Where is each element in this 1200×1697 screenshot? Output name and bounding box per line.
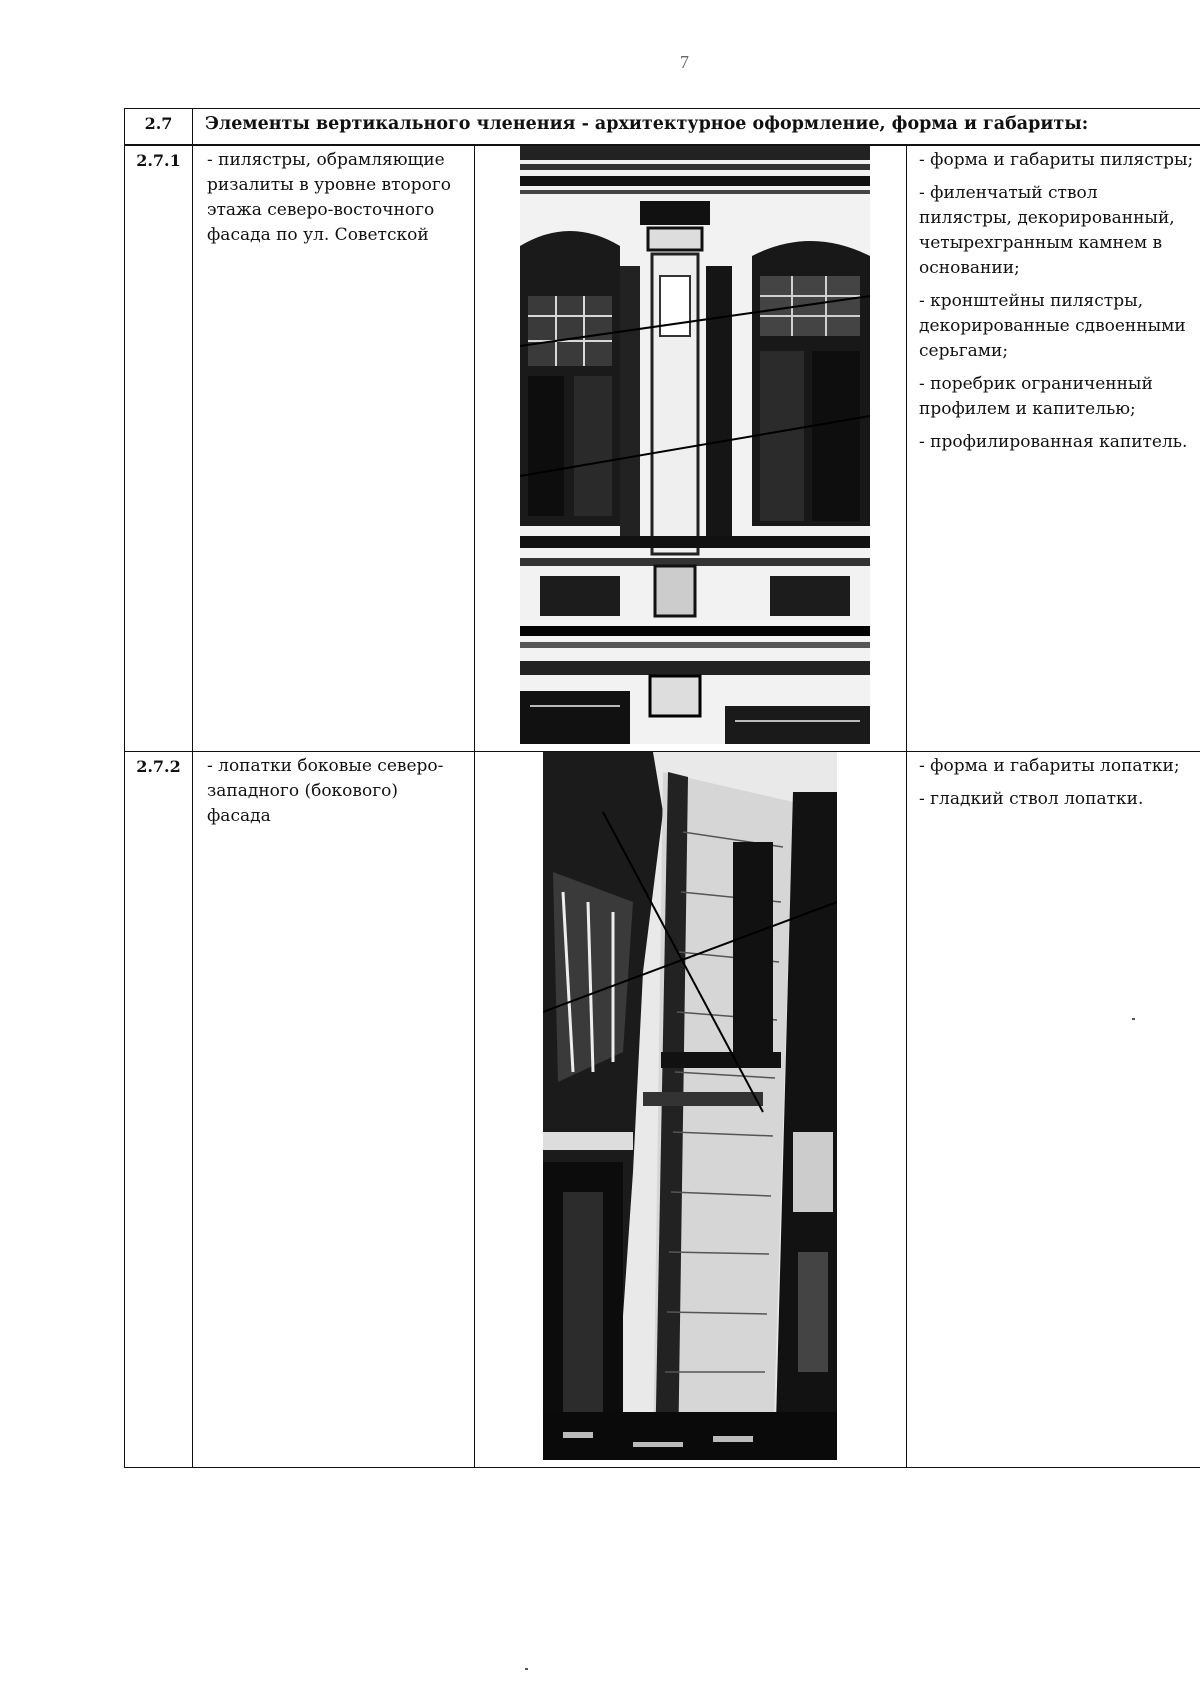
row-number: 2.7.2 bbox=[125, 752, 193, 1468]
section-header-row bbox=[125, 109, 1200, 146]
note-item: - поребрик ограниченный профилем и капителью; bbox=[919, 374, 1153, 419]
row-description: - пилястры, обрамляющие ризалиты в уровне второго этажа северо-восточного фасада по ул. Советской bbox=[193, 145, 475, 752]
photo-cell bbox=[475, 145, 907, 752]
table-row bbox=[125, 752, 1200, 1468]
note-item: - форма и габариты пилястры; bbox=[919, 150, 1194, 170]
note-item: - форма и габариты лопатки; bbox=[919, 756, 1180, 776]
photo-cell bbox=[475, 752, 907, 1468]
row-number: 2.7.1 bbox=[125, 145, 193, 752]
row-notes bbox=[907, 145, 1200, 752]
side-facade-lesenes-photo bbox=[543, 752, 837, 1460]
table-row bbox=[125, 145, 1200, 752]
note-item: - кронштейны пилястры, декорированные сдвоенными серьгами; bbox=[919, 291, 1186, 361]
row-notes bbox=[907, 752, 1200, 1468]
scan-artifact bbox=[1132, 1018, 1135, 1020]
section-number: 2.7 bbox=[125, 109, 193, 146]
note-item: - гладкий ствол лопатки. bbox=[919, 789, 1144, 809]
row-description: - лопатки боковые северо-западного (бокового) фасада bbox=[193, 752, 475, 1468]
facade-pilasters-photo bbox=[520, 146, 870, 744]
section-title: Элементы вертикального членения - архитектурное оформление, форма и габариты: bbox=[193, 109, 1200, 146]
scan-artifact bbox=[525, 1668, 528, 1670]
note-item: - профилированная капитель. bbox=[919, 432, 1188, 452]
page-number: 7 bbox=[680, 52, 689, 72]
heritage-elements-table bbox=[124, 108, 1200, 1468]
note-item: - филенчатый ствол пилястры, декорированный, четырехгранным камнем в основании; bbox=[919, 183, 1175, 278]
